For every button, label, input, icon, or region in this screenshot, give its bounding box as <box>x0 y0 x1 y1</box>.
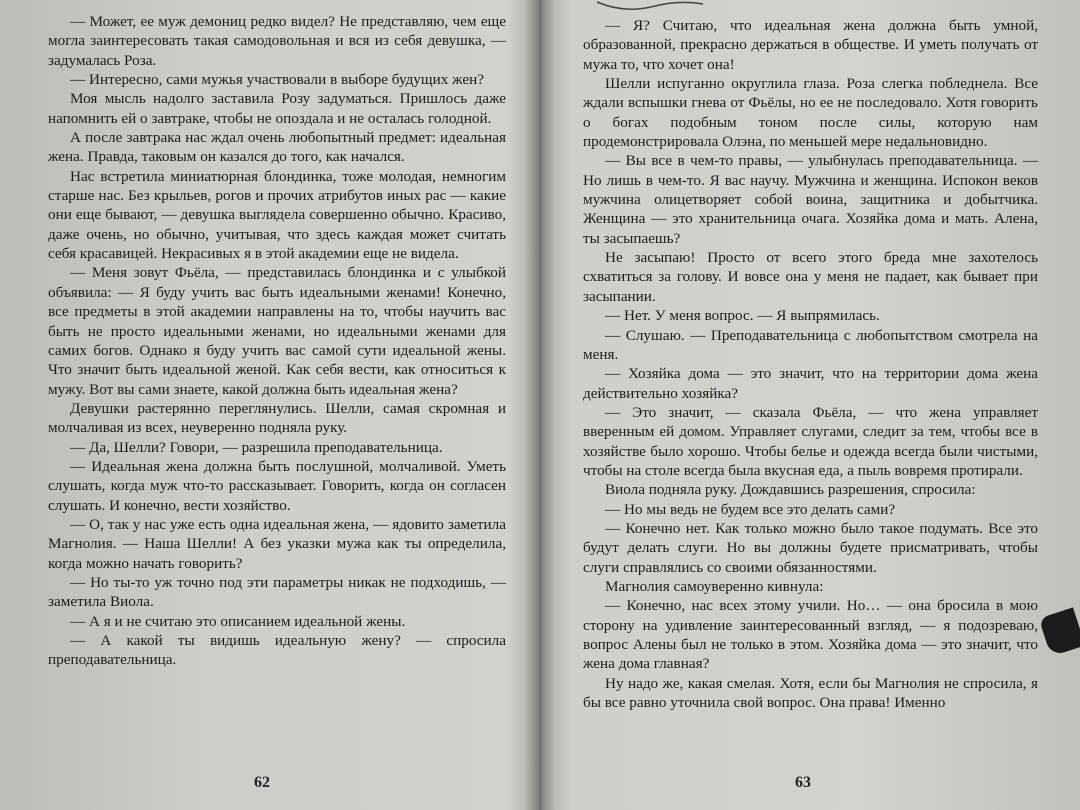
paragraph: — Нет. У меня вопрос. — Я выпрямилась. <box>605 307 880 325</box>
paragraph: Магнолия самоуверенно кивнула: <box>605 577 824 595</box>
paragraph: — Но ты-то уж точно под эти параметры никак не подходишь, — заметила Виола. <box>48 573 506 611</box>
paragraph: — Может, ее муж демониц редко видел? Не представляю, чем еще могла заинтересовать такая самодовольная и вся из себя девушка, — задумалась Роза. <box>48 13 506 69</box>
left-page-text <box>48 12 506 670</box>
paragraph: — Конечно нет. Как только можно было такое подумать. Все это будут делать слуги. Но вы должны будете присматривать, чтобы слуги справлялись со своими обязанностями. <box>583 519 1038 576</box>
paragraph: — Вы все в чем-то правы, — улыбнулась преподавательница. — Но лишь в чем-то. Я вас научу. Мужчина и женщина. Испокон веков мужчина олицетворяет собой воина, защитника и добытчика. Женщина — это хранительница очага. Хозяйка дома и мать. Алена, ты засыпаешь? <box>583 152 1038 247</box>
header-ornament-icon <box>595 0 705 14</box>
paragraph: — Хозяйка дома — это значит, что на территории дома жена действительно хозяйка? <box>583 365 1038 402</box>
paragraph: Ну надо же, какая смелая. Хотя, если бы Магнолия не спросила, я бы все равно уточнила свой вопрос. Она права! Именно <box>583 674 1038 712</box>
paragraph: Не засыпаю! Просто от всего этого бреда мне захотелось схватиться за голову. И вовсе она у меня не падает, как бывает при засыпании. <box>583 249 1038 305</box>
paragraph: Нас встретила миниатюрная блондинка, тоже молодая, немногим старше нас. Без крыльев, рогов и прочих атрибутов иных рас — какие они еще бывают, — девушка выглядела совершенно обычно. Красиво, даже очень, но обычно, учитывая, что здесь каждая может считать себя красавицей. Некрасивых я в этой академии еще не видела. <box>48 167 506 263</box>
paragraph: — А я и не считаю это описанием идеальной жены. <box>70 612 406 630</box>
paragraph: — Да, Шелли? Говори, — разрешила преподавательница. <box>70 438 443 456</box>
paragraph: — Меня зовут Фьёла, — представилась блондинка и с улыбкой объявила: — Я буду учить вас быть идеальными женами! Конечно, все предметы в этой академии направлены на то, чтобы научить вас быть не просто идеальными женами, но идеальными женами для самих богов. Однако я буду учить вас самой сути идеальной жены. Что значит быть идеальной женой. Как себя вести, как относиться к мужу. Вот вы сами знаете, какой должна быть идеальная жена? <box>48 264 506 398</box>
right-page <box>545 0 1080 810</box>
paragraph: — Я? Считаю, что идеальная жена должна быть умной, образованной, прекрасно держаться в обществе. И уметь получать от мужа то, что хочет она! <box>583 17 1038 73</box>
page-number-right: 63 <box>795 774 811 791</box>
paragraph: Виола подняла руку. Дождавшись разрешения, спросила: <box>605 481 976 499</box>
paragraph: А после завтрака нас ждал очень любопытный предмет: идеальная жена. Правда, таковым он казался до того, как начался. <box>48 129 506 166</box>
paragraph: — Идеальная жена должна быть послушной, молчаливой. Уметь слушать, когда муж что-то рассказывает. Говорить, когда он согласен слушать. И конечно, вести хозяйство. <box>48 457 506 514</box>
paragraph: — О, так у нас уже есть одна идеальная жена, — ядовито заметила Магнолия. — Наша Шелли! А без указки мужа как ты определила, когда можно начать говорить? <box>48 515 506 572</box>
paragraph: Моя мысль надолго заставила Розу задуматься. Пришлось даже напомнить ей о завтраке, чтобы не опоздала и не осталась голодной. <box>48 90 506 127</box>
paragraph: — Конечно, нас всех этому учили. Но… — она бросила в мою сторону на удивление заинтересованный взгляд, — я подозреваю, вопрос Алены был не только в этом. Хозяйка дома — это значит, что жена дома главная? <box>583 597 1038 673</box>
paragraph: — Интересно, сами мужья участвовали в выборе будущих жен? <box>70 71 485 89</box>
paragraph: Шелли испуганно округлила глаза. Роза слегка побледнела. Все ждали вспышки гнева от Фьёлы, но ее не последовало. Хотя говорить о богах подобным тоном после силы, которую нам продемонстрировала Олэна, по меньшей мере недальновидно. <box>583 75 1038 151</box>
left-page <box>0 0 535 810</box>
page-number-left: 62 <box>254 774 270 791</box>
paragraph: — Но мы ведь не будем все это делать сами? <box>605 500 896 518</box>
paragraph: — Это значит, — сказала Фьёла, — что жена управляет вверенным ей домом. Управляет слугами, следит за тем, чтобы все в хозяйстве было хорошо. Чтобы белье и одежда всегда были чистыми, чтобы на столе всегда была вкусная еда, а пыль вовремя протирали. <box>583 403 1038 479</box>
paragraph: — Слушаю. — Преподавательница с любопытством смотрела на меня. <box>583 326 1038 363</box>
right-page-text <box>583 16 1038 712</box>
paragraph: — А какой ты видишь идеальную жену? — спросила преподавательница. <box>48 632 506 669</box>
pen-tip <box>1039 607 1080 656</box>
paragraph: Девушки растерянно переглянулись. Шелли, самая скромная и молчаливая из всех, неуверенно подняла руку. <box>48 399 506 437</box>
